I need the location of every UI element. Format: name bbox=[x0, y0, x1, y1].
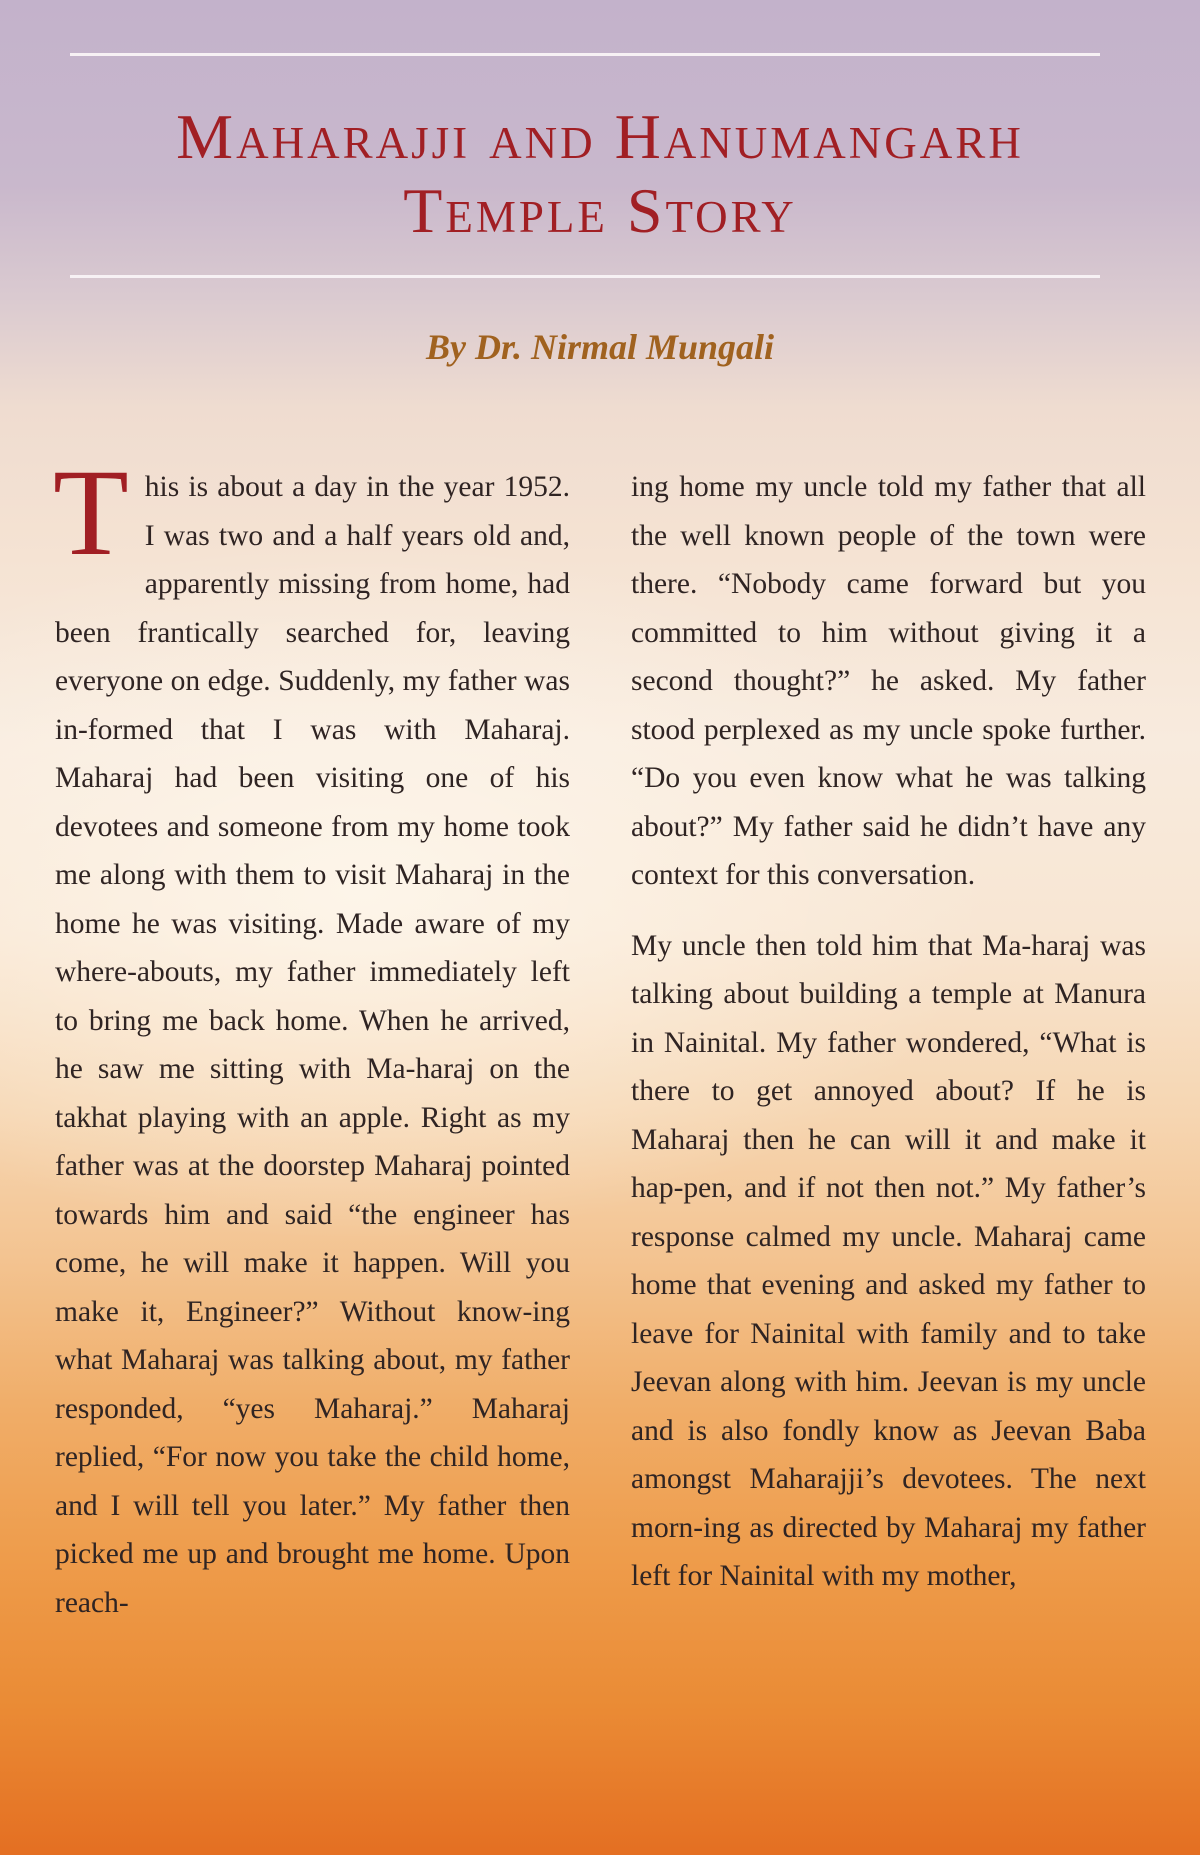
top-divider bbox=[70, 53, 1100, 56]
left-column-paragraph bbox=[53, 444, 570, 1627]
title-line-1: Maharajji and Hanumangarh bbox=[176, 101, 1024, 172]
right-column-paragraph-1: ing home my uncle told my father that all the well known people of the town were there. “Nobody came forward but you committed to him without giving it a second thought?” he asked. My father stood perplexed as my uncle spoke further. “Do you even know what he was talking about?” My father said he didn’t have any context for this conversation. bbox=[631, 471, 1146, 891]
author-byline: By Dr. Nirmal Mungali bbox=[425, 327, 775, 367]
article-title bbox=[0, 100, 1200, 248]
bottom-divider bbox=[70, 275, 1100, 278]
left-column-text: his is about a day in the year 1952. I was two and a half years old and, apparently missing from home, had been frantically searched for, leaving everyone on edge. Suddenly, my father was in-formed that I was with Maharaj. Maharaj had been visiting one of his devotees and someone from my home took me along with them to visit Maharaj in the home he was visiting. Made aware of my where-abouts, my father immediately left to bring me back home. When he arrived, he saw me sitting with Ma-haraj on the takhat playing with an apple. Right as my father was at the doorstep Maharaj pointed towards him and said “the engineer has come, he will make it happen. Will you make it, Engineer?” Without know-ing what Maharaj was talking about, my father responded, “yes Maharaj.” Maharaj replied, “For now you take the child home, and I will tell you later.” My father then picked me up and brought me home. Upon reach- bbox=[55, 471, 570, 1619]
drop-cap: T bbox=[53, 444, 129, 581]
left-column bbox=[53, 444, 570, 1627]
right-column-paragraph-2: My uncle then told him that Ma-haraj was talking about building a temple at Manura in Nainital. My father wondered, “What is there to get annoyed about? If he is Maharaj then he can will it and make it hap-pen, and if not then not.” My father’s response calmed my uncle. Maharaj came home that evening and asked my father to leave for Nainital with family and to take Jeevan along with him. Jeevan is my uncle and is also fondly know as Jeevan Baba amongst Maharajji’s devotees. The next morn-ing as directed by Maharaj my father left for Nainital with my mother, bbox=[631, 929, 1146, 1592]
right-column bbox=[631, 463, 1146, 1601]
title-line-2: Temple Story bbox=[403, 175, 797, 246]
